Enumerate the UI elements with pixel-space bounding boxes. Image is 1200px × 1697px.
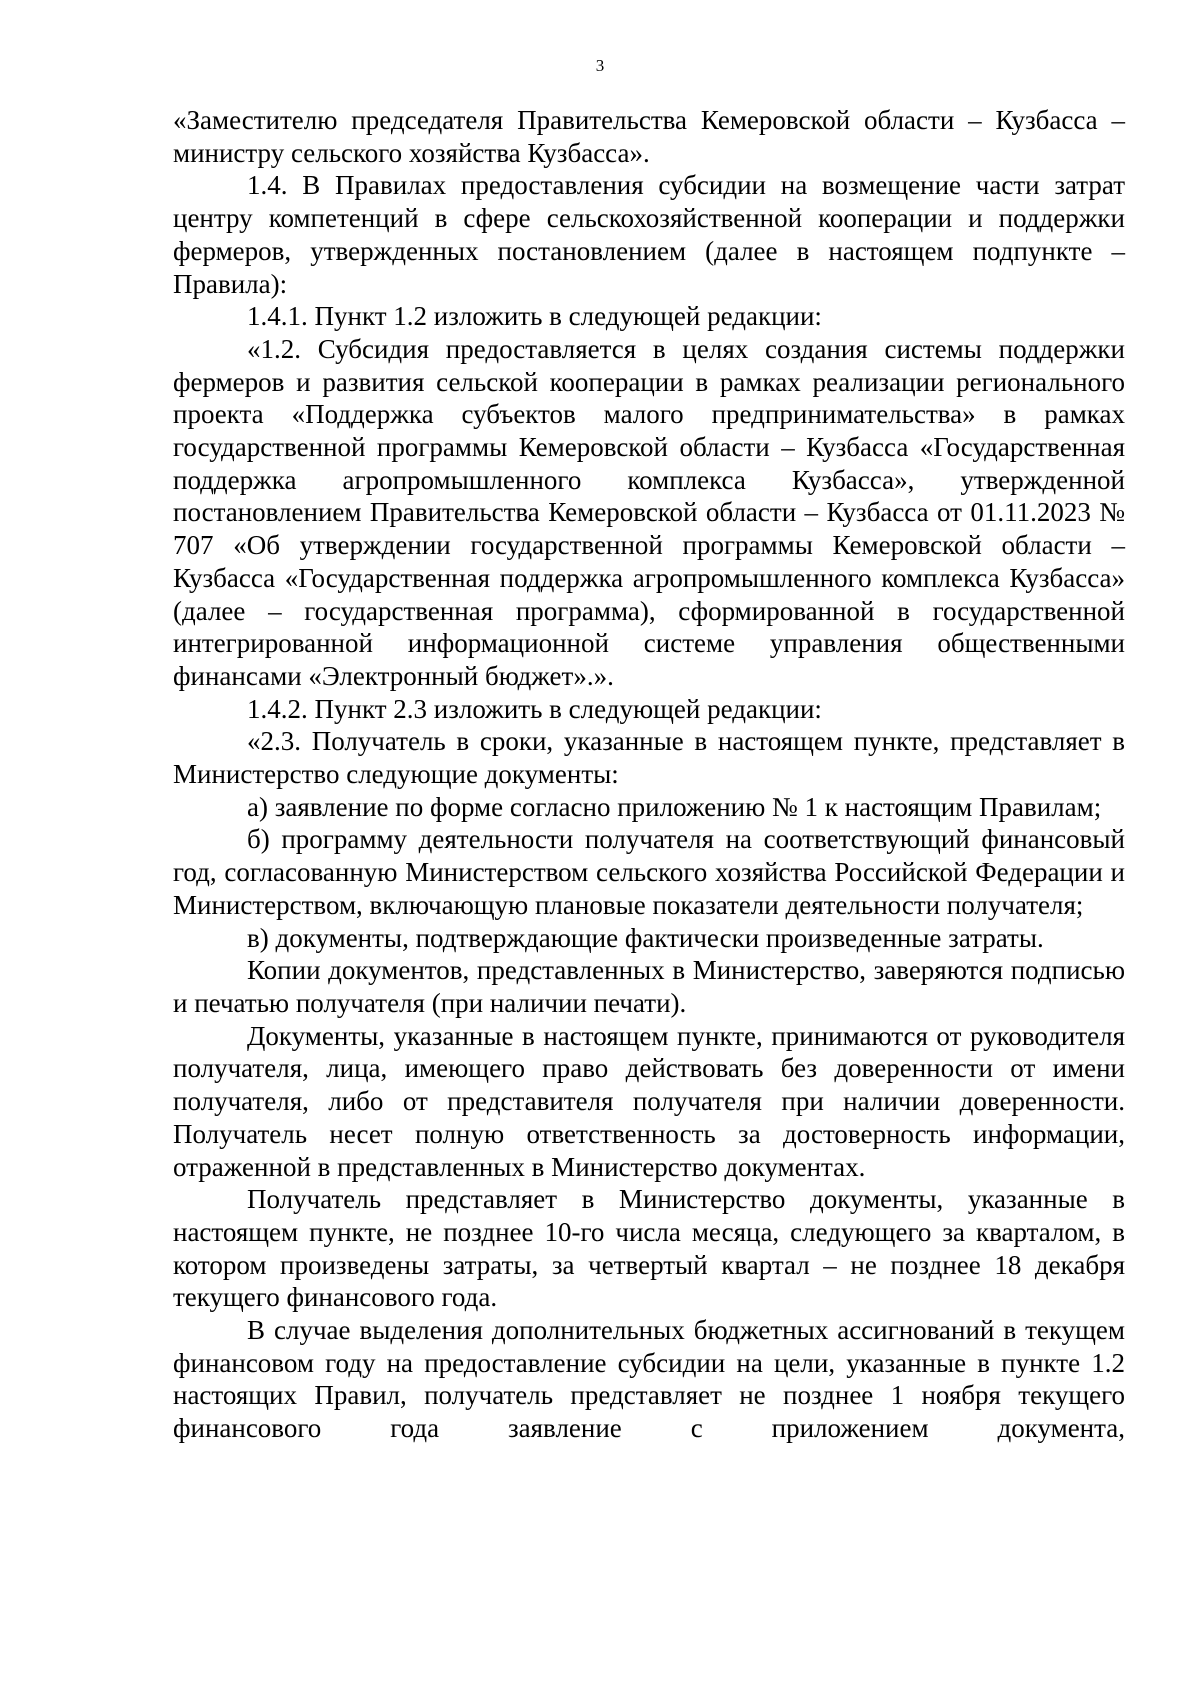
paragraph-13: В случае выделения дополнительных бюджетных ассигнований в текущем финансовом году на предоставление субсидии на цели, указанные в пункте 1.2 настоящих Правил, получатель представляет не позднее 1 ноября текущего финансового года заявление с приложением документа, (173, 1315, 1125, 1444)
paragraph-9: в) документы, подтверждающие фактически произведенные затраты. (247, 922, 1044, 953)
paragraph-6: «2.3. Получатель в сроки, указанные в настоящем пункте, представляет в Министерство следующие документы: (173, 726, 1125, 790)
document-body (173, 104, 1125, 1445)
page-number: 3 (595, 56, 605, 75)
paragraph-12: Получатель представляет в Министерство документы, указанные в настоящем пункте, не позднее 10-го числа месяца, следующего за кварталом, в котором произведены затраты, за четвертый квартал – не позднее 18 декабря текущего финансового года. (173, 1184, 1125, 1313)
paragraph-7: а) заявление по форме согласно приложению № 1 к настоящим Правилам; (247, 791, 1102, 822)
paragraph-1: «Заместителю председателя Правительства Кемеровской области – Кузбасса – министру сельского хозяйства Кузбасса». (173, 105, 1125, 168)
paragraph-4: «1.2. Субсидия предоставляется в целях создания системы поддержки фермеров и развития сельской кооперации в рамках реализации регионального проекта «Поддержка субъектов малого предпринимательства» в рамках государственной программы Кемеровской области – Кузбасса «Государственная поддержка агропромышленного комплекса Кузбасса», утвержденной постановлением Правительства Кемеровской области – Кузбасса от 01.11.2023 № 707 «Об утверждении государственной программы Кемеровской области – Кузбасса «Государственная поддержка агропромышленного комплекса Кузбасса» (далее – государственная программа), сформированной в государственной интегрированной информационной системе управления общественными финансами «Электронный бюджет».». (173, 333, 1125, 691)
paragraph-8: б) программу деятельности получателя на соответствующий финансовый год, согласованную Министерством сельского хозяйства Российской Федерации и Министерством, включающую плановые показатели деятельности получателя; (173, 824, 1125, 920)
paragraph-3: 1.4.1. Пункт 1.2 изложить в следующей редакции: (247, 301, 822, 332)
paragraph-5: 1.4.2. Пункт 2.3 изложить в следующей редакции: (247, 693, 822, 724)
paragraph-2: 1.4. В Правилах предоставления субсидии на возмещение части затрат центру компетенций в сфере сельскохозяйственной кооперации и поддержки фермеров, утвержденных постановлением (далее в настоящем подпункте – Правила): (173, 170, 1125, 299)
paragraph-10: Копии документов, представленных в Министерство, заверяются подписью и печатью получателя (при наличии печати). (173, 955, 1125, 1018)
paragraph-11: Документы, указанные в настоящем пункте, принимаются от руководителя получателя, лица, имеющего право действовать без доверенности от имени получателя, либо от представителя получателя при наличии доверенности. Получатель несет полную ответственность за достоверность информации, отраженной в представленных в Министерство документах. (173, 1020, 1125, 1182)
